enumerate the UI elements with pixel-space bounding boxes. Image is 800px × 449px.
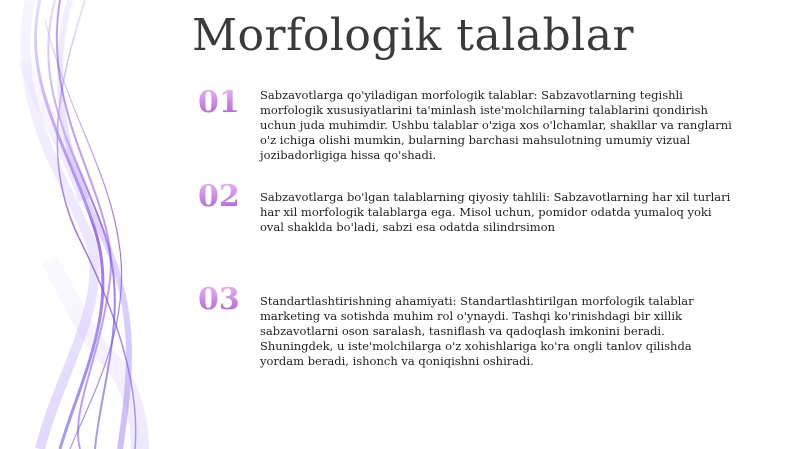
item-number-01: 01 xyxy=(198,85,240,120)
slide-title: Morfologik talablar xyxy=(192,10,635,61)
item-text-01: Sabzavotlarga qo'yiladigan morfologik talablar: Sabzavotlarning tegishli morfologik xususiyatlarini ta'minlash iste'molchilarning talablarini qondirish uchun juda muhimdir. Ushbu talablar o'ziga xos o'lchamlar, shakllar va ranglarni o'z ichiga olishi mumkin, bularning barchasi mahsulotning umumiy vizual jozibadorligiga hissa qo'shadi. xyxy=(260,88,732,162)
item-number-02: 02 xyxy=(198,179,240,214)
item-text-03: Standartlashtirishning ahamiyati: Standartlashtirilgan morfologik talablar marketing va sotishda muhim rol o'ynaydi. Tashqi ko'rinishdagi bir xillik sabzavotlarni oson saralash, tasniflash va qadoqlash imkonini beradi. Shuningdek, u iste'molchilarga o'z xohishlariga ko'ra ongli tanlov qilishda yordam beradi, ishonch va qoniqishni oshiradi. xyxy=(260,294,694,368)
item-text-02: Sabzavotlarga bo'lgan talablarning qiyosiy tahlili: Sabzavotlarning har xil turlari har xil morfologik talablarga ega. Misol uchun, pomidor odatda yumaloq yoki oval shaklda bo'ladi, sabzi esa odatda silindrsimon xyxy=(260,190,731,234)
purple-smoke-wave-decoration xyxy=(0,0,200,449)
item-number-03: 03 xyxy=(198,282,240,317)
